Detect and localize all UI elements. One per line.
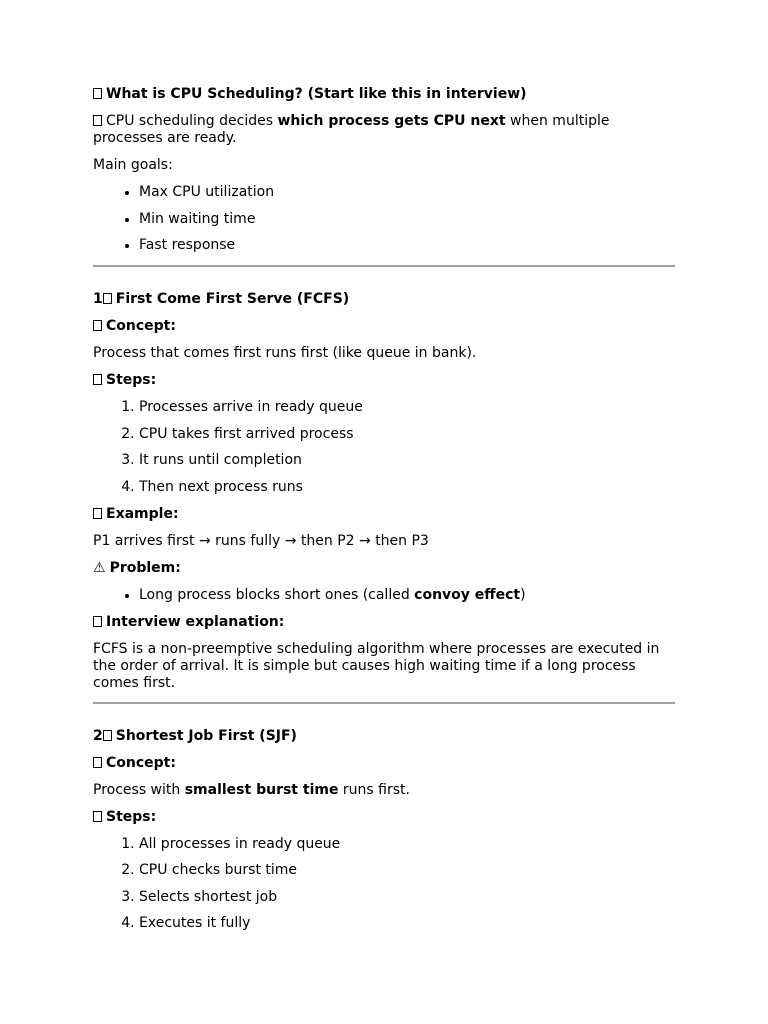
section-number: 1 [93, 291, 103, 307]
problem-text-end: ) [520, 586, 526, 603]
fcfs-example: P1 arrives first → runs fully → then P2 → then P3 [93, 532, 429, 549]
fcfs-heading [93, 291, 675, 308]
sjf-concept [93, 782, 675, 799]
missing-glyph-icon [93, 811, 102, 822]
label-text: Steps: [106, 372, 157, 388]
definition-text-end: when multiple processes are ready. [93, 113, 610, 146]
fcfs-concept: Process that comes first runs first (like queue in bank). [93, 345, 477, 361]
section-number: 2 [93, 727, 103, 744]
missing-glyph-icon [93, 616, 102, 627]
fcfs-interview-label [93, 614, 675, 631]
list-item: 2. CPU takes first arrived process [139, 426, 675, 443]
fcfs-problem-label [93, 560, 675, 577]
missing-glyph-icon [93, 115, 102, 126]
section-divider [93, 702, 675, 704]
fcfs-steps-label [93, 372, 675, 389]
intro-heading [93, 86, 675, 103]
list-item: 4. Then next process runs [139, 479, 675, 496]
fcfs-example-label [93, 506, 675, 523]
concept-text-end: runs first. [338, 781, 410, 798]
list-item: 3. It runs until completion [139, 452, 675, 469]
label-text: Steps: [106, 808, 157, 825]
list-item: • Fast response [139, 237, 675, 254]
label-text: Concept: [106, 754, 176, 771]
sjf-steps-list [93, 836, 675, 933]
missing-glyph-icon [93, 320, 102, 331]
list-item: 1. Processes arrive in ready queue [139, 399, 675, 416]
fcfs-interview: FCFS is a non-preemptive scheduling algorithm where processes are executed in the order of arrival. It is simple but causes high waiting time if a long process comes first. [93, 640, 660, 691]
intro-title: What is CPU Scheduling? (Start like this in interview) [106, 86, 527, 102]
problem-text: Long process blocks short ones (called [139, 586, 415, 603]
label-text: Concept: [106, 318, 176, 334]
intro-definition [93, 113, 675, 147]
label-text: Interview explanation: [106, 613, 285, 630]
document-page [93, 86, 675, 942]
missing-glyph-icon [103, 730, 112, 741]
missing-glyph-icon [93, 374, 102, 385]
list-item: 1. All processes in ready queue [139, 836, 675, 853]
list-item: 3. Selects shortest job [139, 889, 675, 906]
concept-emphasis: smallest burst time [184, 781, 339, 798]
definition-text: CPU scheduling decides [106, 113, 278, 129]
missing-glyph-icon [93, 508, 102, 519]
fcfs-steps-list [93, 399, 675, 496]
sjf-steps-label [93, 809, 675, 826]
concept-text: Process with [93, 781, 185, 798]
sjf-concept-label [93, 755, 675, 772]
definition-emphasis: which process gets CPU next [277, 113, 506, 129]
label-text: Example: [106, 505, 179, 522]
missing-glyph-icon [103, 293, 112, 304]
list-item: • Max CPU utilization [139, 184, 675, 201]
fcfs-problem-list [93, 587, 675, 604]
list-item: 4. Executes it fully [139, 915, 675, 932]
fcfs-title: First Come First Serve (FCFS) [115, 291, 350, 307]
section-divider [93, 265, 675, 267]
goals-label: Main goals: [93, 157, 173, 173]
missing-glyph-icon [93, 757, 102, 768]
list-item [139, 587, 675, 604]
problem-emphasis: convoy effect [414, 586, 521, 603]
fcfs-concept-label [93, 318, 675, 335]
list-item: • Min waiting time [139, 211, 675, 228]
list-item: 2. CPU checks burst time [139, 862, 675, 879]
sjf-heading [93, 728, 675, 745]
warning-icon: ⚠ [93, 559, 106, 576]
label-text: Problem: [109, 559, 181, 576]
missing-glyph-icon [93, 88, 102, 99]
goals-list [93, 184, 675, 254]
sjf-title: Shortest Job First (SJF) [115, 727, 297, 744]
